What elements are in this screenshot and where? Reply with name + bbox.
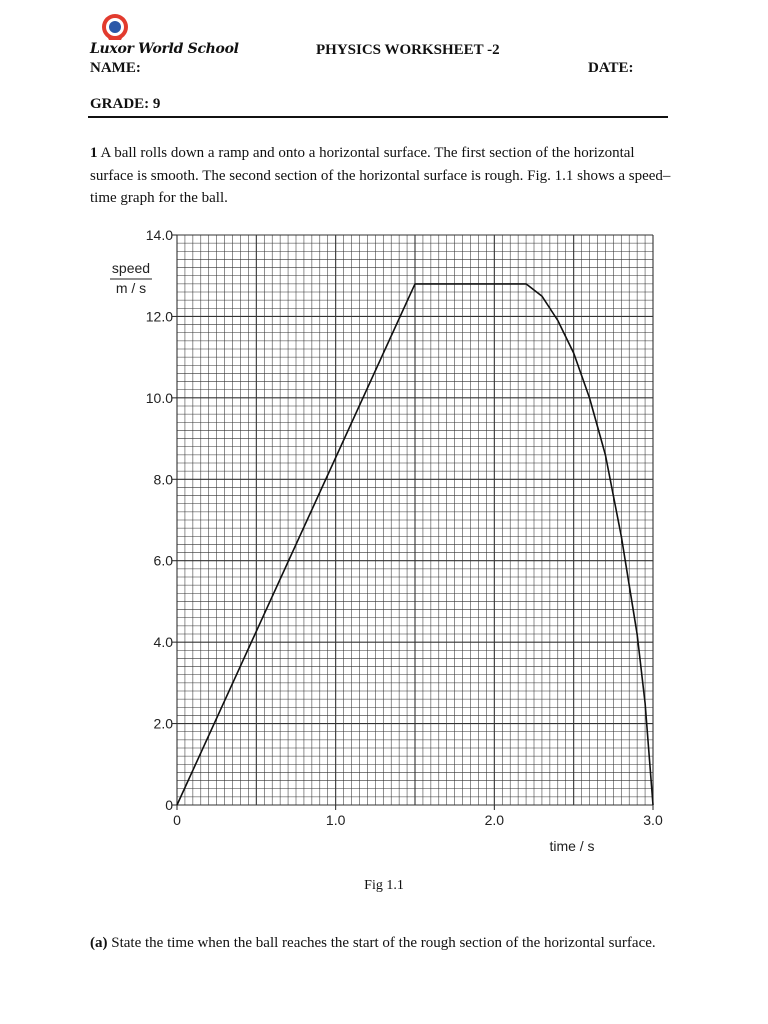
figure-caption: Fig 1.1 <box>364 878 404 893</box>
question-part-a <box>90 932 680 955</box>
question-number: 1 <box>90 145 98 161</box>
worksheet-title: PHYSICS WORKSHEET -2 <box>316 42 500 58</box>
x-tick-label: 0 <box>173 812 181 828</box>
question-text: A ball rolls down a ramp and onto a horizontal surface. The first section of the horizontal surface is smooth. The second section of the horizontal surface is rough. Fig. 1.1 shows a speed–time graph for the ball. <box>90 145 671 206</box>
y-tick-label: 8.0 <box>153 471 173 488</box>
part-a-text: State the time when the ball reaches the start of the rough section of the horizontal surface. <box>111 935 656 951</box>
y-tick-label: 6.0 <box>153 552 173 569</box>
y-tick-label: 14.0 <box>145 227 173 243</box>
y-tick-label: 2.0 <box>153 715 173 732</box>
name-label: NAME: <box>90 60 141 76</box>
y-axis-unit: m / s <box>115 280 147 296</box>
y-tick-label: 0 <box>165 797 173 813</box>
school-name: Luxor World School <box>90 41 239 57</box>
date-label: DATE: <box>588 60 634 76</box>
y-axis-label: speed <box>111 260 151 276</box>
grade-label: GRADE: 9 <box>90 96 161 112</box>
x-tick-label: 1.0 <box>325 812 346 828</box>
y-tick-label: 10.0 <box>145 389 173 406</box>
y-tick-label: 12.0 <box>145 308 173 325</box>
y-tick-label: 4.0 <box>153 634 173 651</box>
x-axis-label: time / s <box>549 838 595 854</box>
part-a-label: (a) <box>90 935 108 951</box>
x-tick-label: 2.0 <box>484 812 505 828</box>
x-tick-label: 3.0 <box>643 812 663 828</box>
